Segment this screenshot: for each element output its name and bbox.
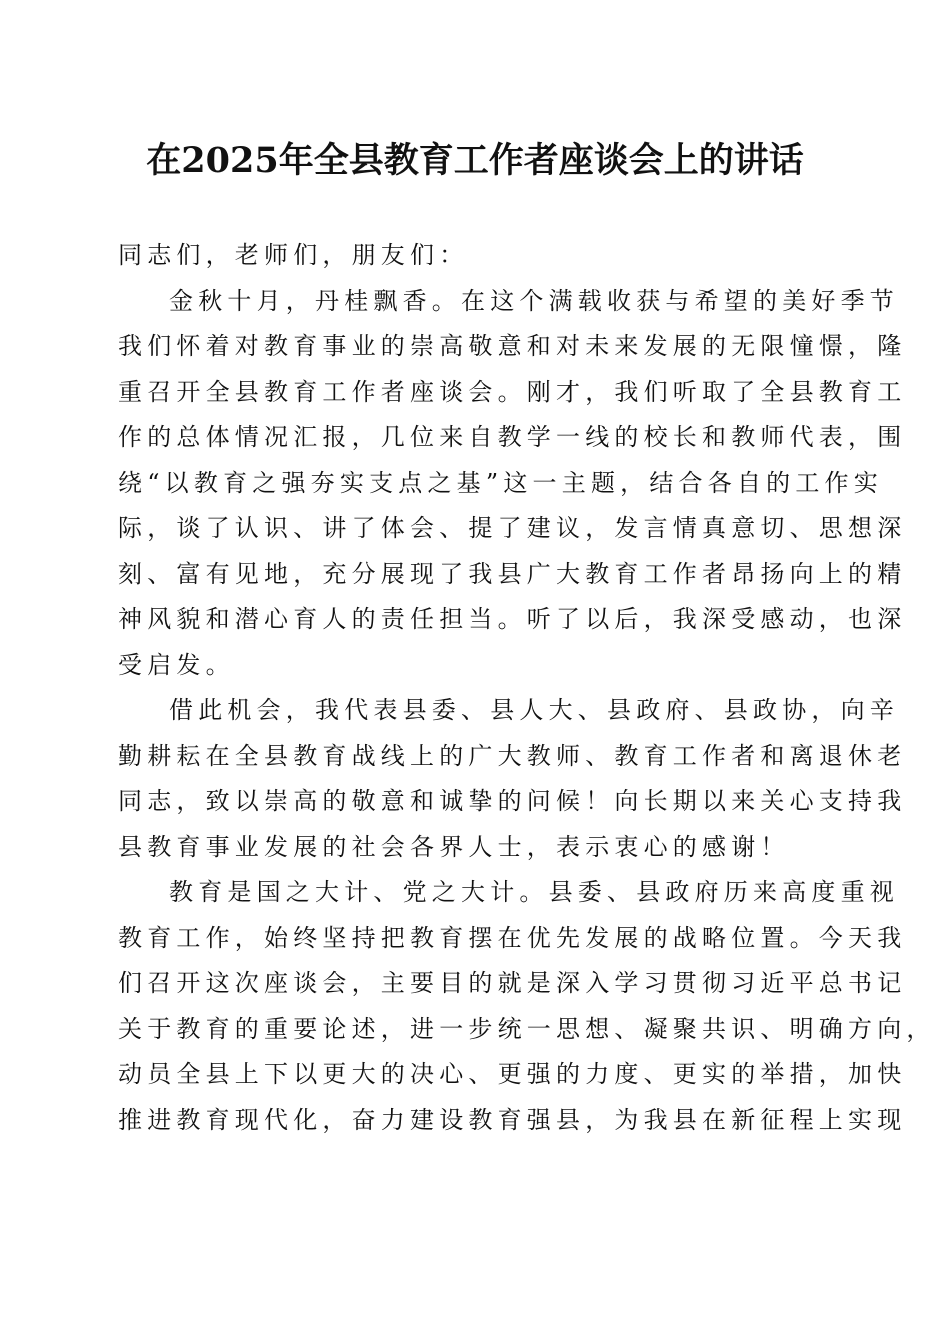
document-body <box>118 233 936 1143</box>
paragraph-line: 我们怀着对教育事业的崇高敬意和对未来发展的无限憧憬，隆 <box>118 332 907 360</box>
paragraph-line: 同志，致以崇高的敬意和诚挚的问候！向长期以来关心支持我 <box>118 787 907 815</box>
paragraph-line: 动员全县上下以更大的决心、更强的力度、更实的举措，加快 <box>118 1060 907 1088</box>
paragraph-line: 神风貌和潜心育人的责任担当。听了以后，我深受感动，也深 <box>118 605 907 633</box>
paragraph-line: 刻、富有见地，充分展现了我县广大教育工作者昂扬向上的精 <box>118 559 907 588</box>
paragraph-line: 教育工作，始终坚持把教育摆在优先发展的战略位置。今天我 <box>118 923 907 952</box>
paragraph-line: 际，谈了认识、讲了体会、提了建议，发言情真意切、思想深 <box>118 514 907 542</box>
paragraph-line: 金秋十月，丹桂飘香。在这个满载收获与希望的美好季节 <box>169 286 899 315</box>
paragraph-2 <box>118 688 907 870</box>
paragraph-line: 们召开这次座谈会，主要目的就是深入学习贯彻习近平总书记 <box>118 969 907 997</box>
paragraph-line: 借此机会，我代表县委、县人大、县政府、县政协，向辛 <box>169 696 899 724</box>
paragraph-1 <box>118 279 907 689</box>
salutation: 同志们，老师们，朋友们： <box>118 241 469 269</box>
paragraph-line: 县教育事业发展的社会各界人士，表示衷心的感谢！ <box>118 832 790 861</box>
paragraph-line: 重召开全县教育工作者座谈会。刚才，我们听取了全县教育工 <box>118 377 907 406</box>
paragraph-line: 受启发。 <box>118 650 235 679</box>
paragraph-line: 绕“以教育之强夯实支点之基”这一主题，结合各自的工作实 <box>118 468 883 497</box>
paragraph-line: 勤耕耘在全县教育战线上的广大教师、教育工作者和离退休老 <box>118 741 907 770</box>
paragraph-line: 作的总体情况汇报，几位来自教学一线的校长和教师代表，围 <box>118 423 907 451</box>
paragraph-line: 教育是国之大计、党之大计。县委、县政府历来高度重视 <box>169 878 899 906</box>
paragraph-3 <box>118 870 936 1143</box>
paragraph-line: 推进教育现代化，奋力建设教育强县，为我县在新征程上实现 <box>118 1105 907 1134</box>
document-title: 在2025年全县教育工作者座谈会上的讲话 <box>146 140 804 181</box>
paragraph-line: 关于教育的重要论述，进一步统一思想、凝聚共识、明确方向， <box>118 1014 936 1043</box>
